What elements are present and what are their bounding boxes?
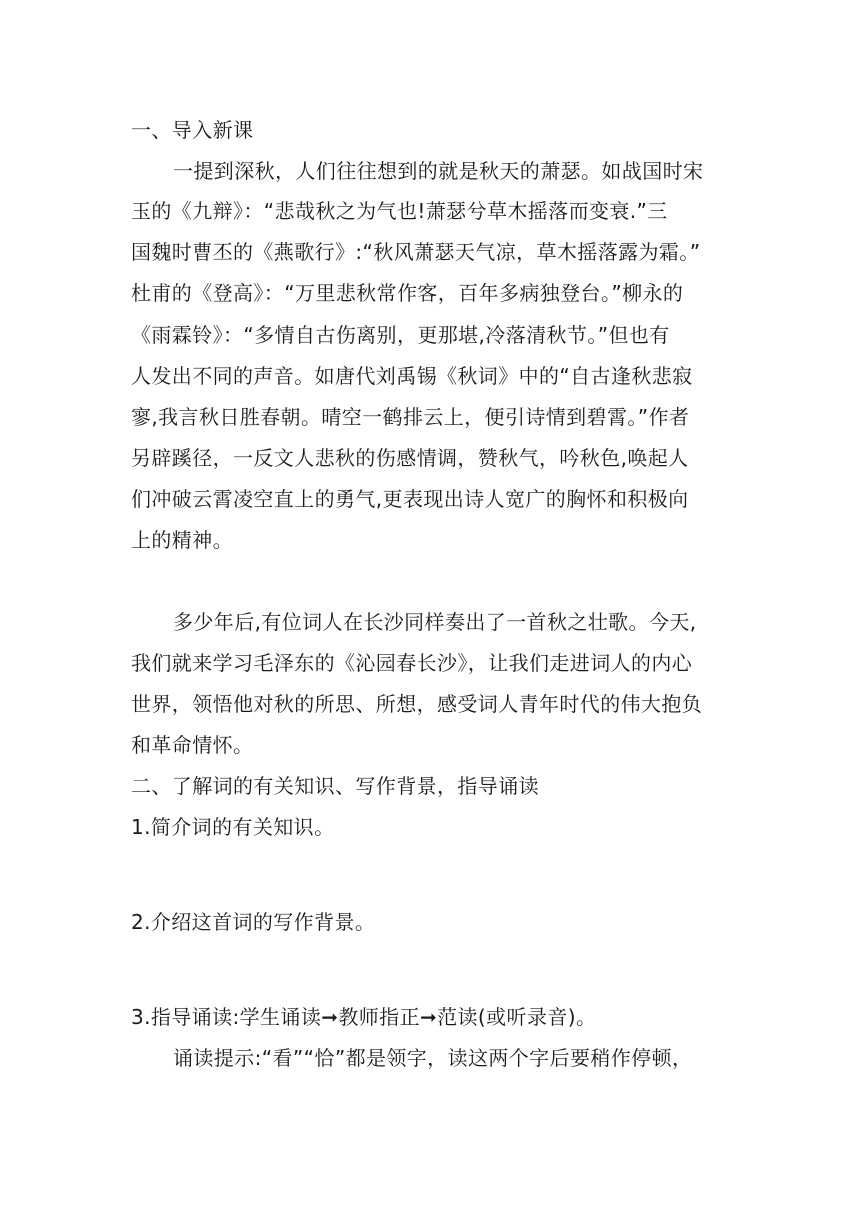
section-heading-knowledge: 二、了解词的有关知识、写作背景，指导诵读 <box>131 774 539 798</box>
paragraph-line: 杜甫的《登高》：“万里悲秋常作客，百年多病独登台。”柳永的 <box>131 281 684 305</box>
paragraph-line: 另辟蹊径，一反文人悲秋的伤感情调，赞秋气，吟秋色,唤起人 <box>131 446 689 470</box>
list-item-2: 2.介绍这首词的写作背景。 <box>131 910 376 934</box>
paragraph-line: 寥,我言秋日胜春朝。晴空一鹤排云上，便引诗情到碧霄。”作者 <box>131 405 690 429</box>
list-item-1: 1.简介词的有关知识。 <box>131 815 335 839</box>
paragraph-line: 人发出不同的声音。如唐代刘禹锡《秋词》中的“自古逢秋悲寂 <box>131 364 693 388</box>
paragraph-line: 一提到深秋，人们往往想到的就是秋天的萧瑟。如战国时宋 <box>173 159 704 183</box>
paragraph-line: 玉的《九辩》：“悲哉秋之为气也!萧瑟兮草木摇落而变衰.”三 <box>131 199 668 223</box>
paragraph-line: 们冲破云霄凌空直上的勇气,更表现出诗人宽广的胸怀和积极向 <box>131 487 689 511</box>
section-heading-intro: 一、导入新课 <box>131 118 254 142</box>
paragraph-line: 我们就来学习毛泽东的《沁园春长沙》，让我们走进词人的内心 <box>131 651 693 675</box>
paragraph-line: 《雨霖铃》：“多情自古伤离别，更那堪,冷落清秋节。”但也有 <box>131 323 670 347</box>
paragraph-line: 国魏时曹丕的《燕歌行》:“秋风萧瑟天气凉，草木摇落露为霜。” <box>131 240 701 264</box>
list-item-3: 3.指导诵读:学生诵读➞教师指正➞范读(或听录音)。 <box>131 1005 597 1029</box>
reading-tip-line: 诵读提示:“看”“恰”都是领字，读这两个字后要稍作停顿， <box>173 1046 693 1070</box>
paragraph-line: 和革命情怀。 <box>131 733 254 757</box>
paragraph-line: 多少年后,有位词人在长沙同样奏出了一首秋之壮歌。今天, <box>173 610 697 634</box>
paragraph-line: 世界，领悟他对秋的所思、所想，感受词人青年时代的伟大抱负 <box>131 692 703 716</box>
paragraph-line: 上的精神。 <box>131 528 233 552</box>
